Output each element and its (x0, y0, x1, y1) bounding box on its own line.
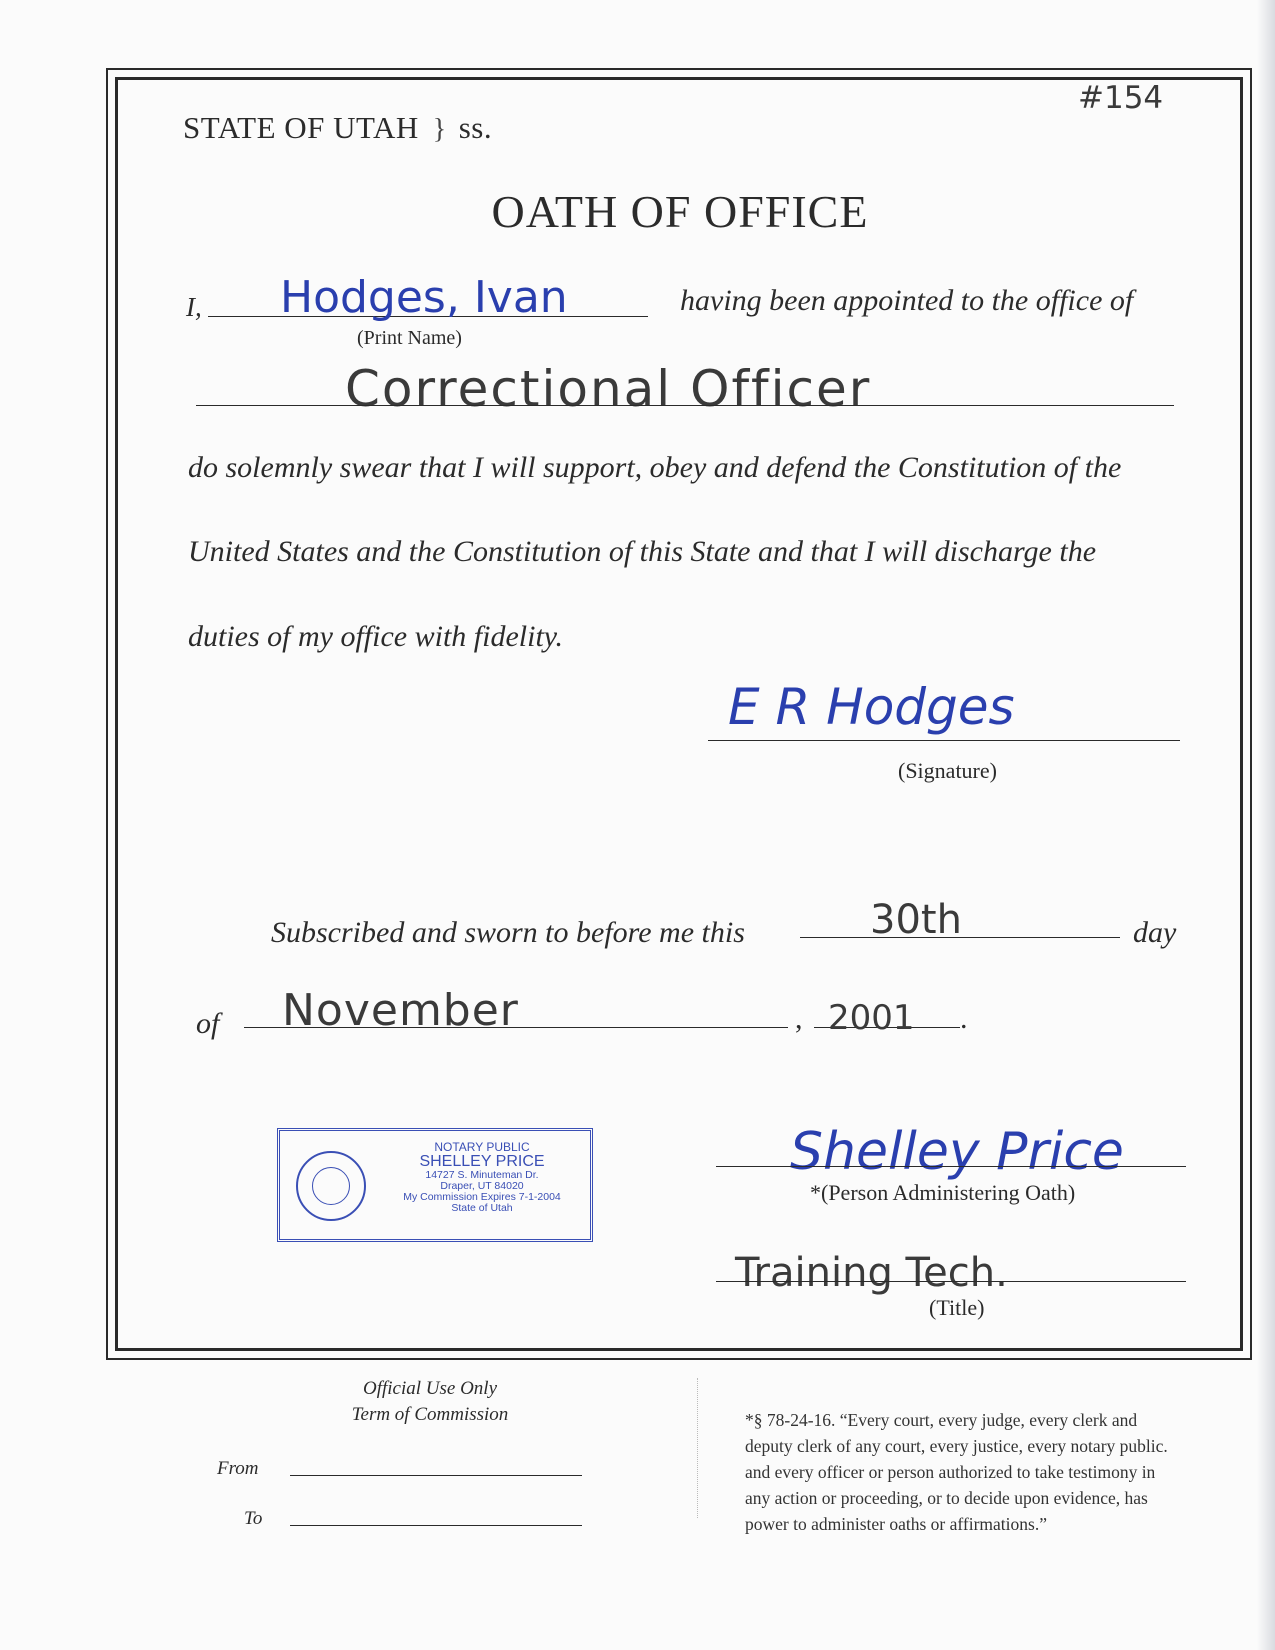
document-number: #154 (1078, 80, 1164, 116)
column-divider (697, 1378, 698, 1518)
oath-body-line-2: United States and the Constitution of this State and that I will discharge the (188, 535, 1097, 568)
notary-stamp (277, 1128, 593, 1242)
day-value: 30th (870, 897, 962, 943)
footnote-line-5: power to administer oaths or affirmations.” (745, 1514, 1047, 1534)
state-heading (183, 110, 492, 146)
footnote-line-4: any action or proceeding, or to decide upon evidence, has (745, 1488, 1148, 1508)
official-use-line-1: Official Use Only (362, 1378, 498, 1399)
i-label: I, (186, 292, 202, 322)
from-label: From (217, 1458, 259, 1479)
stamp-title: NOTARY PUBLIC (434, 1140, 530, 1154)
seal-center (312, 1167, 350, 1205)
to-label: To (244, 1508, 263, 1529)
of-label: of (196, 1007, 220, 1040)
title-caption: (Title) (929, 1295, 985, 1320)
oath-body-line-3: duties of my office with fidelity. (188, 620, 563, 653)
footnote-line-1: *§ 78-24-16. “Every court, every judge, every clerk and (745, 1410, 1138, 1430)
page-title: OATH OF OFFICE (491, 186, 869, 237)
to-line (290, 1525, 582, 1526)
subscribed-text: Subscribed and sworn to before me this (271, 916, 745, 949)
officer-signature: E R Hodges (728, 678, 1015, 736)
administrator-title-value: Training Tech. (735, 1250, 1008, 1296)
official-use-line-2: Term of Commission (351, 1404, 509, 1425)
state-seal-icon (296, 1151, 366, 1221)
footnote-line-2: deputy clerk of any court, every justice, every notary public. (745, 1436, 1168, 1456)
appointed-text: having been appointed to the office of (680, 284, 1134, 317)
day-label: day (1133, 916, 1177, 949)
state-label: STATE OF UTAH (183, 110, 419, 145)
signature-caption: (Signature) (898, 758, 997, 783)
administrator-caption: *(Person Administering Oath) (810, 1180, 1076, 1205)
office-line (196, 405, 1174, 406)
month-value: November (282, 985, 519, 1036)
comma-glyph: , (795, 1002, 803, 1035)
notary-stamp-text (376, 1141, 588, 1214)
year-value: 2001 (828, 998, 915, 1038)
office-value: Correctional Officer (345, 360, 872, 418)
stamp-address-1: 14727 S. Minuteman Dr. (425, 1169, 539, 1182)
administrator-line (716, 1166, 1186, 1167)
page-edge-shadow (1257, 0, 1275, 1650)
stamp-state: State of Utah (451, 1202, 513, 1215)
ss-label: ss. (458, 110, 493, 145)
stamp-commission: My Commission Expires 7-1-2004 (403, 1191, 561, 1204)
footnote-line-3: and every officer or person authorized to take testimony in (745, 1462, 1156, 1482)
from-line (290, 1475, 582, 1476)
print-name-caption: (Print Name) (357, 327, 462, 349)
oath-body-line-1: do solemnly swear that I will support, obey and defend the Constitution of the (188, 451, 1122, 484)
signature-line (708, 740, 1180, 741)
official-use-heading (300, 1376, 560, 1428)
administrator-signature: Shelley Price (790, 1122, 1124, 1182)
title-line (716, 1281, 1186, 1282)
statute-footnote (745, 1407, 1168, 1537)
brace-glyph: } (432, 114, 447, 145)
stamp-address-2: Draper, UT 84020 (440, 1180, 524, 1193)
period-glyph: . (960, 1002, 968, 1035)
print-name-value: Hodges, Ivan (280, 272, 568, 323)
stamp-name: SHELLEY PRICE (419, 1152, 545, 1170)
